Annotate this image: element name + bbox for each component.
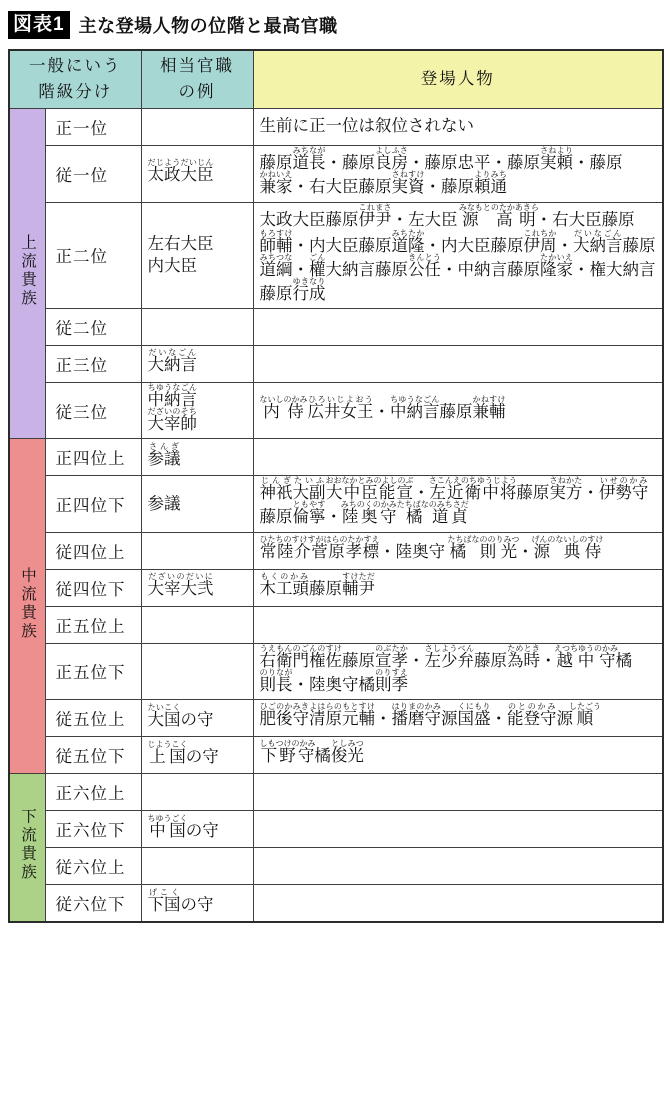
office-cell (141, 774, 253, 811)
rank-row (9, 774, 663, 811)
rank-row (9, 700, 663, 737)
class-group-text: 中流貴族 (19, 566, 36, 641)
furigana-term: 俊光としみつ (330, 739, 364, 766)
furigana-term: 能登守のとのかみ (507, 702, 557, 729)
rank-cell: 正四位下 (45, 476, 141, 532)
rank-table-body (9, 109, 663, 923)
rank-cell: 従四位下 (45, 569, 141, 606)
rank-cell: 正五位上 (45, 606, 141, 643)
furigana-term: 太政大臣だじようだいじん (147, 158, 214, 185)
rank-row (9, 737, 663, 774)
office-cell (141, 643, 253, 699)
class-group-label (9, 439, 45, 774)
furigana-term: 伊勢守いせのかみ (598, 476, 649, 503)
rank-row (9, 643, 663, 699)
rank-cell: 正六位上 (45, 774, 141, 811)
class-group-label (9, 109, 45, 439)
furigana-term: 橘 則光たちばなののりみつ (447, 534, 520, 561)
header-class-line2: 階級分け (38, 82, 113, 101)
furigana-term: 越中守えつちゆうのかみ (554, 643, 618, 670)
furigana-term: 中納言ちゆうなごん (147, 383, 197, 409)
furigana-term: 神祇大副じんぎたいふ (259, 476, 326, 503)
rank-row (9, 569, 663, 606)
rank-cell: 従五位上 (45, 700, 141, 737)
rank-table (8, 49, 664, 923)
rank-cell: 正四位上 (45, 439, 141, 476)
rank-row (9, 146, 663, 202)
header-office-line1: 相当官職 (160, 57, 234, 75)
rank-cell: 従一位 (45, 146, 141, 202)
rank-row (9, 383, 663, 439)
office-cell (141, 109, 253, 146)
furigana-term: 道隆みちたか (391, 228, 425, 255)
people-cell (253, 811, 663, 848)
furigana-term: 倫寧ともやす (292, 500, 326, 527)
people-cell (253, 848, 663, 885)
furigana-term: 隆家たかいえ (540, 252, 573, 279)
furigana-term: 木工頭もくのかみ (259, 571, 309, 598)
rank-cell: 正六位下 (45, 811, 141, 848)
furigana-term: 伊周これちか (523, 228, 557, 255)
figure-number-badge: 図表1 (8, 11, 70, 39)
office-cell (141, 309, 253, 346)
office-cell (141, 569, 253, 606)
page-title: 主な登場人物の位階と最高官職 (78, 16, 338, 36)
furigana-term: 左近衛中将さこんえのちゆうじよう (428, 476, 517, 503)
office-cell: 中国ちゆうごくの守 (141, 811, 253, 848)
furigana-term: 実資さねすけ (391, 170, 425, 197)
furigana-term: 参議さんぎ (147, 441, 181, 468)
people-cell: 常陸介菅原孝標ひたちのすけすがはらのたかすえ・陸奥守 橘 則光たちばなののりみつ・源 典侍げんのないしのすけ (253, 532, 663, 569)
rank-row (9, 885, 663, 923)
office-cell: 大国たいこくの守 (141, 700, 253, 737)
furigana-term: 播磨守はりまのかみ (391, 702, 441, 729)
people-cell: 右衛門権佐うえもんのごんのすけ藤原宣孝のぶたか・左少弁さしようべん藤原為時ためとき・越中守えつちゆうのかみ橘則長のりなが・陸奥守橘則季のりすえ (253, 643, 663, 699)
furigana-term: 則長のりなが (259, 667, 293, 694)
furigana-term: 道綱みちつな (259, 252, 293, 279)
furigana-term: 權ごん (309, 252, 326, 279)
furigana-term: 下国げこく (147, 887, 181, 914)
furigana-term: 輔尹すけただ (342, 571, 375, 598)
people-cell (253, 439, 663, 476)
header-row (9, 50, 663, 109)
people-cell: 肥後守清原元輔ひごのかみきよはらのもとすけ・播磨守はりまのかみ源国盛くにもり・能登守のとのかみ源順したごう (253, 700, 663, 737)
rank-row (9, 202, 663, 308)
furigana-term: 大国たいこく (147, 702, 181, 729)
rank-cell: 正三位 (45, 346, 141, 383)
rank-row (9, 476, 663, 532)
rank-row (9, 439, 663, 476)
furigana-term: 良房よしふさ (375, 146, 408, 173)
rank-row (9, 309, 663, 346)
rank-row (9, 109, 663, 146)
furigana-term: 伊尹これまさ (358, 202, 392, 229)
furigana-term: 常陸介菅原孝標ひたちのすけすがはらのたかすえ (259, 534, 380, 561)
rank-cell: 従六位下 (45, 885, 141, 923)
office-cell: 参議 (141, 476, 253, 532)
furigana-term: 大納言だいなごん (573, 228, 623, 255)
people-cell (253, 346, 663, 383)
furigana-term: 上国じようこく (147, 739, 188, 766)
furigana-term: 右衛門権佐うえもんのごんのすけ (259, 643, 342, 670)
office-cell (141, 346, 253, 383)
office-cell (141, 606, 253, 643)
people-cell (253, 309, 663, 346)
people-cell: 藤原道長みちなが・藤原良房よしふさ・藤原忠平・藤原実頼さねより・藤原兼家かねいえ・右大臣藤原実資さねすけ・藤原頼通よりみち (253, 146, 663, 202)
people-cell (253, 774, 663, 811)
furigana-term: 頼通よりみち (474, 170, 507, 197)
header-class-division (9, 50, 141, 109)
rank-row (9, 811, 663, 848)
furigana-term: 広井女王ひろいじよおう (307, 394, 374, 421)
furigana-term: 大納言だいなごん (147, 348, 197, 375)
furigana-term: 中国ちゆうごく (147, 813, 188, 840)
people-cell: 木工頭もくのかみ藤原輔尹すけただ (253, 569, 663, 606)
furigana-term: 大中臣能宣おおなかとみのよしのぶ (325, 476, 414, 503)
rank-cell: 従五位下 (45, 737, 141, 774)
rank-row (9, 606, 663, 643)
people-cell: 下野守しもつけのかみ橘俊光としみつ (253, 737, 663, 774)
furigana-term: 中納言ちゆうなごん (390, 394, 440, 421)
figure-title (0, 0, 670, 47)
office-cell (141, 848, 253, 885)
furigana-term: 公任きんとう (408, 252, 441, 279)
rank-cell: 従三位 (45, 383, 141, 439)
office-cell (141, 532, 253, 569)
furigana-term: 陸奥守 橘 道貞みちのくのかみたちばなのみちさだ (340, 500, 469, 527)
people-cell: 生前に正一位は叙位されない (253, 109, 663, 146)
class-group-label (9, 774, 45, 923)
furigana-term: 大宰大弐だざいのだいに (147, 572, 214, 599)
rank-row (9, 848, 663, 885)
header-people: 登場人物 (253, 50, 663, 109)
rank-cell: 従二位 (45, 309, 141, 346)
furigana-term: 順したごう (569, 702, 601, 729)
rank-cell: 従六位上 (45, 848, 141, 885)
office-cell (141, 439, 253, 476)
furigana-term: 源 典侍げんのないしのすけ (531, 534, 604, 561)
header-class-line1: 一般にいう (29, 57, 122, 75)
rank-cell: 正五位下 (45, 643, 141, 699)
class-group-text: 上流貴族 (19, 234, 36, 309)
people-cell: 太政大臣藤原伊尹これまさ・左大臣 源 高明みなもとのたかあきら・右大臣藤原師輔もろすけ・内大臣藤原道隆みちたか・内大臣藤原伊周これちか・大納言だいなごん藤原道綱みちつな・權ごん大納言藤原公任きんとう・中納言藤原隆家たかいえ・権大納言藤原行成ゆきなり (253, 202, 663, 308)
furigana-term: 実頼さねより (540, 146, 573, 173)
furigana-term: 則季のりすえ (375, 667, 408, 694)
class-group-text: 下流貴族 (19, 808, 36, 883)
furigana-term: 肥後守清原元輔ひごのかみきよはらのもとすけ (259, 702, 375, 729)
people-cell (253, 606, 663, 643)
people-cell: 神祇大副じんぎたいふ大中臣能宣おおなかとみのよしのぶ・左近衛中将さこんえのちゆうじよう藤原実方さねかた・伊勢守いせのかみ藤原倫寧ともやす・陸奥守 橘 道貞みちのくのかみたちばなのみちさだ (253, 476, 663, 532)
furigana-term: 源 高明みなもとのたかあきら (458, 202, 539, 229)
office-cell (141, 383, 253, 439)
header-office (141, 50, 253, 109)
furigana-term: 兼家かねいえ (259, 170, 293, 197)
furigana-term: 実方さねかた (549, 476, 583, 503)
furigana-term: 大宰帥だざいのそち (147, 407, 197, 433)
furigana-term: 左少弁さしようべん (424, 643, 474, 670)
rank-cell: 正二位 (45, 202, 141, 308)
furigana-term: 道長みちなが (292, 146, 326, 173)
rank-row (9, 532, 663, 569)
office-cell: 下国げこくの守 (141, 885, 253, 923)
furigana-term: 内侍ないしのかみ (259, 394, 308, 421)
header-office-line2: の例 (178, 82, 216, 101)
furigana-term: 下野守しもつけのかみ (259, 739, 316, 766)
furigana-term: 師輔もろすけ (259, 228, 293, 255)
office-cell: 上国じようこくの守 (141, 737, 253, 774)
people-cell (253, 885, 663, 923)
rank-cell: 従四位上 (45, 532, 141, 569)
furigana-term: 兼輔かねすけ (472, 394, 506, 421)
rank-cell: 正一位 (45, 109, 141, 146)
furigana-term: 為時ためとき (507, 643, 540, 670)
office-cell (141, 146, 253, 202)
rank-row (9, 346, 663, 383)
furigana-term: 行成ゆきなり (292, 276, 326, 303)
people-cell: 内侍ないしのかみ広井女王ひろいじよおう・中納言ちゆうなごん藤原兼輔かねすけ (253, 383, 663, 439)
furigana-term: 宣孝のぶたか (375, 643, 408, 670)
office-cell: 左右大臣 内大臣 (141, 202, 253, 308)
furigana-term: 国盛くにもり (457, 702, 491, 729)
